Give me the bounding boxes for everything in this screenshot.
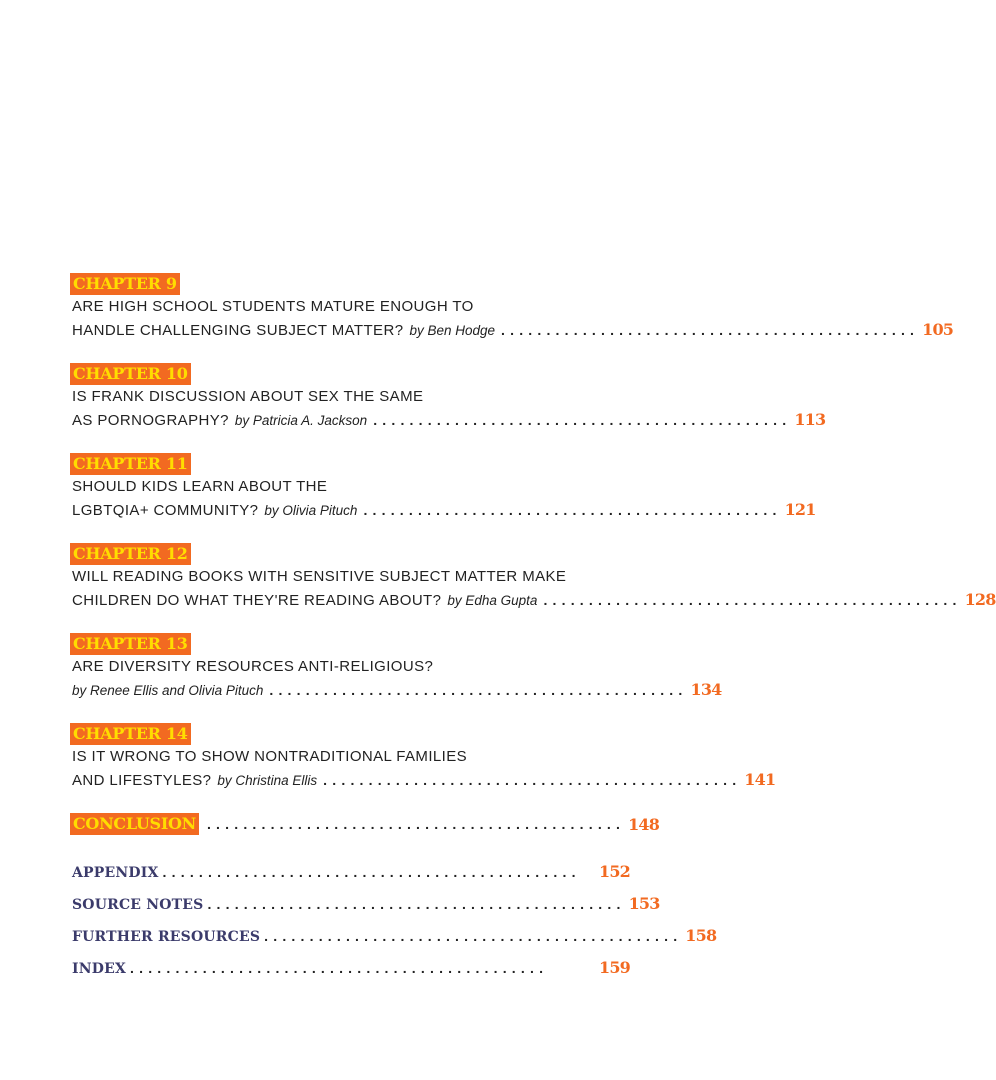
page-number: 141: [744, 770, 776, 789]
chapter-author: by Olivia Pituch: [264, 503, 358, 518]
back-matter-label: APPENDIX: [72, 865, 159, 881]
chapter-entry[interactable]: [70, 633, 722, 702]
chapter-author: by Renee Ellis and Olivia Pituch: [72, 683, 264, 698]
back-matter-further-resources[interactable]: [70, 926, 717, 958]
chapter-title-line: IS FRANK DISCUSSION ABOUT SEX THE SAME: [72, 388, 424, 405]
chapter-author: by Patricia A. Jackson: [234, 413, 368, 428]
chapter-title-line: LGBTQIA+ COMMUNITY?: [72, 502, 259, 519]
dot-leader: ..............................................: [130, 960, 549, 976]
chapter-entry[interactable]: [70, 723, 776, 792]
chapter-label: CHAPTER 10: [70, 363, 191, 385]
chapter-label: CHAPTER 11: [70, 453, 191, 475]
chapter-title-line: HANDLE CHALLENGING SUBJECT MATTER?: [72, 322, 404, 339]
chapter-author: by Christina Ellis: [217, 773, 318, 788]
back-matter-appendix[interactable]: [70, 862, 630, 894]
page-number: 158: [685, 926, 717, 945]
table-of-contents: [70, 273, 996, 990]
chapter-entry[interactable]: [70, 273, 954, 342]
chapter-label: CHAPTER 13: [70, 633, 191, 655]
conclusion-label: CONCLUSION: [70, 813, 199, 835]
chapter-title-line: IS IT WRONG TO SHOW NONTRADITIONAL FAMILIES: [72, 748, 468, 765]
chapter-entry[interactable]: [70, 363, 826, 432]
dot-leader: ..............................................: [543, 592, 962, 608]
chapter-label: CHAPTER 14: [70, 723, 191, 745]
back-matter-label: SOURCE NOTES: [72, 897, 204, 913]
dot-leader: ..............................................: [206, 816, 626, 832]
dot-leader: ..............................................: [501, 322, 920, 338]
back-matter-label: FURTHER RESOURCES: [72, 929, 261, 945]
chapter-title-line: CHILDREN DO WHAT THEY'RE READING ABOUT?: [72, 592, 442, 609]
dot-leader: ..............................................: [363, 502, 782, 518]
chapter-entry[interactable]: [70, 543, 996, 612]
page-number: 148: [628, 814, 660, 834]
chapter-title-line: AS PORNOGRAPHY?: [72, 412, 229, 429]
page-number: 121: [784, 500, 816, 519]
back-matter-source-notes[interactable]: [70, 894, 660, 926]
page-number: 153: [628, 894, 660, 913]
dot-leader: ..............................................: [162, 864, 581, 880]
dot-leader: ..............................................: [269, 682, 688, 698]
dot-leader: ..............................................: [373, 412, 792, 428]
page-number: 113: [794, 410, 826, 429]
chapter-title-line: WILL READING BOOKS WITH SENSITIVE SUBJECT MATTER MAKE: [72, 568, 567, 585]
conclusion-entry[interactable]: [70, 813, 660, 835]
dot-leader: ..............................................: [207, 896, 626, 912]
chapter-label: CHAPTER 12: [70, 543, 191, 565]
chapter-label: CHAPTER 9: [70, 273, 180, 295]
dot-leader: ..............................................: [323, 772, 742, 788]
page-number: 159: [599, 958, 630, 977]
page-number: 134: [690, 680, 722, 699]
dot-leader: ..............................................: [264, 928, 683, 944]
chapter-title-line: AND LIFESTYLES?: [72, 772, 212, 789]
page-number: 152: [599, 862, 630, 881]
back-matter-index[interactable]: [70, 958, 630, 990]
chapter-author: by Edha Gupta: [447, 593, 538, 608]
back-matter-label: INDEX: [72, 961, 127, 977]
chapter-title-line: ARE DIVERSITY RESOURCES ANTI-RELIGIOUS?: [72, 658, 434, 675]
chapter-author: by Ben Hodge: [409, 323, 496, 338]
chapter-entry[interactable]: [70, 453, 816, 522]
chapter-title-line: SHOULD KIDS LEARN ABOUT THE: [72, 478, 328, 495]
chapter-title-line: ARE HIGH SCHOOL STUDENTS MATURE ENOUGH TO: [72, 298, 474, 315]
page-number: 105: [922, 320, 954, 339]
page-number: 128: [964, 590, 996, 609]
